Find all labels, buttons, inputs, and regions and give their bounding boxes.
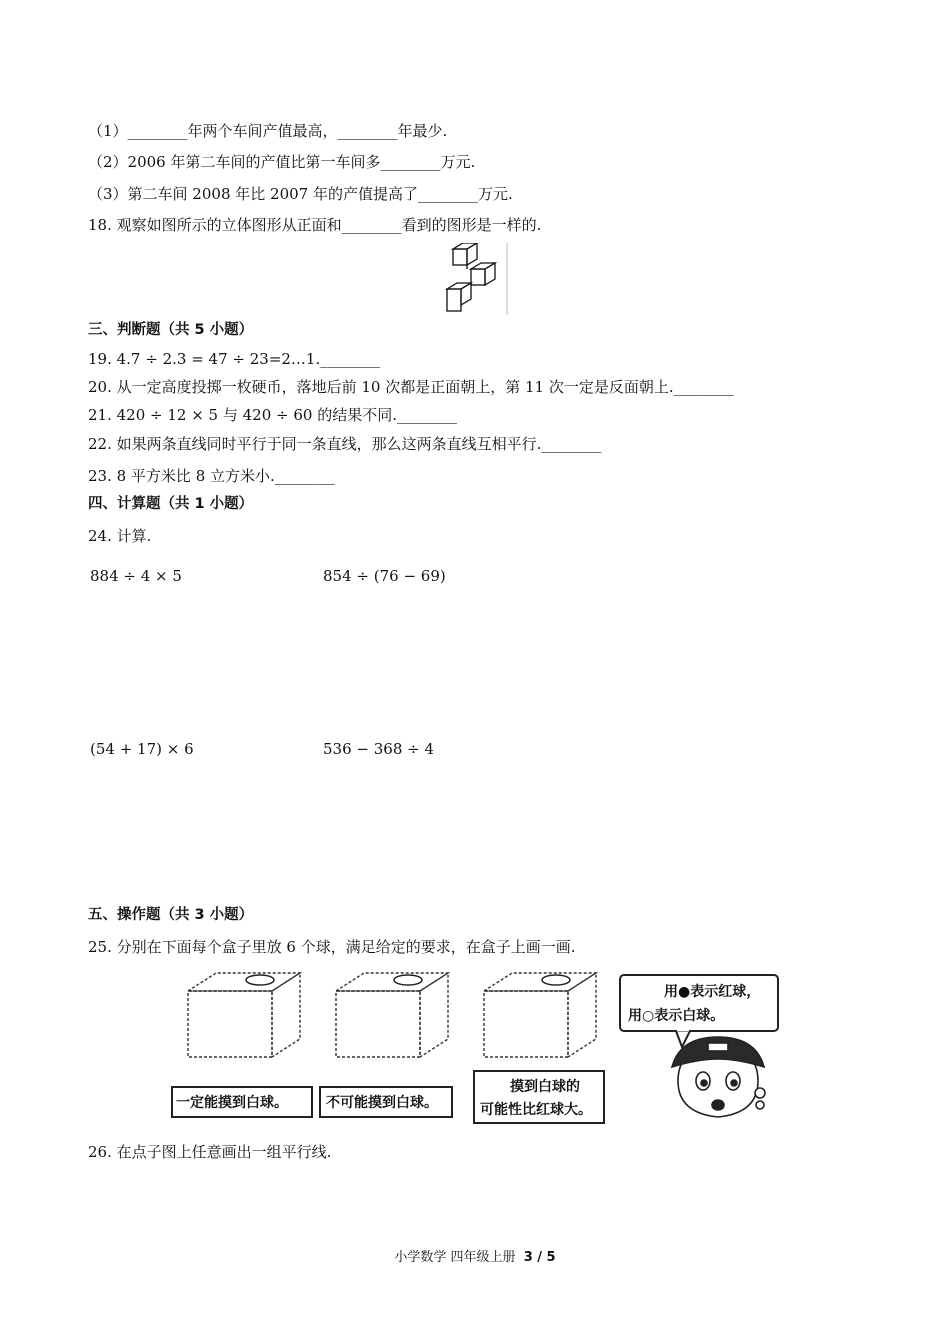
q17-sub2: （2）2006 年第二车间的产值比第一车间多________万元.: [88, 153, 476, 171]
ball-boxes-illustration: [168, 963, 784, 1130]
calc-expression-1: 884 ÷ 4 × 5: [90, 567, 182, 585]
calc-expression-3: (54 + 17) × 6: [90, 740, 194, 758]
section-3-heading: 三、判断题（共 5 小题）: [88, 322, 254, 338]
calc-expression-2: 854 ÷ (76 − 69): [323, 567, 446, 585]
page-footer: [0, 1246, 950, 1265]
speech-bubble-line2: 用○表示白球。: [628, 1008, 725, 1024]
section-5-heading: 五、操作题（共 3 小题）: [88, 907, 254, 923]
box1-label: 一定能摸到白球。: [176, 1095, 288, 1111]
box3-hole: [542, 975, 570, 985]
q26: 26. 在点子图上任意画出一组平行线.: [88, 1143, 332, 1161]
child-cartoon-icon: [672, 1037, 765, 1117]
q17-sub3: （3）第二车间 2008 年比 2007 年的产值提高了________万元.: [88, 185, 513, 203]
q22: 22. 如果两条直线同时平行于同一条直线，那么这两条直线互相平行.________: [88, 435, 602, 453]
q18-question: 18. 观察如图所示的立体图形从正面和________看到的图形是一样的.: [88, 216, 542, 234]
box1-hole: [246, 975, 274, 985]
q24: 24. 计算.: [88, 527, 152, 545]
q17-sub1: （1）________年两个车间产值最高，________年最少.: [88, 122, 448, 140]
q20: 20. 从一定高度投掷一枚硬币，落地后前 10 次都是正面朝上，第 11 次一定是反面朝上.________: [88, 378, 734, 396]
q25: 25. 分别在下面每个盒子里放 6 个球，满足给定的要求，在盒子上画一画.: [88, 938, 576, 956]
page-number: 3 / 5: [523, 1250, 556, 1265]
calc-expression-4: 536 − 368 ÷ 4: [323, 740, 435, 758]
speech-bubble-line1: 用●表示红球，: [664, 984, 761, 1000]
stacked-cubes-figure: [443, 243, 513, 315]
q23: 23. 8 平方米比 8 立方米小.________: [88, 467, 335, 485]
box3-label-line1: 摸到白球的: [510, 1079, 580, 1095]
box2-label: 不可能摸到白球。: [326, 1095, 438, 1111]
section-4-heading: 四、计算题（共 1 小题）: [88, 496, 254, 512]
q21: 21. 420 ÷ 12 × 5 与 420 ÷ 60 的结果不同.________: [88, 406, 457, 424]
q19: 19. 4.7 ÷ 2.3 = 47 ÷ 23=2…1.________: [88, 350, 381, 368]
box3-label-line2: 可能性比红球大。: [480, 1102, 592, 1118]
footer-subject: 小学数学 四年级上册: [394, 1250, 516, 1265]
box2-hole: [394, 975, 422, 985]
